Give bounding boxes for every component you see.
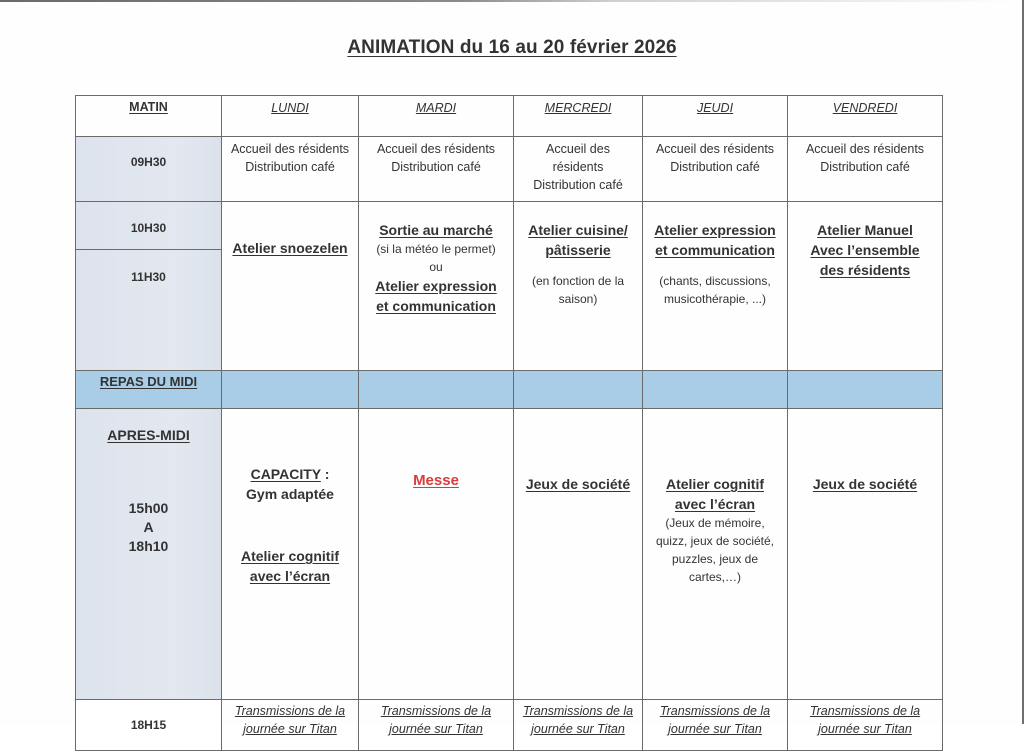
- lunch-cell-friday: [788, 371, 943, 409]
- cell-line: Transmissions de la: [659, 704, 771, 718]
- cell-afternoon-thursday: [643, 409, 788, 700]
- activity-capacity: [222, 464, 358, 484]
- cell-line: journée sur Titan: [668, 722, 762, 736]
- activity-alt-title: Atelier expression: [375, 278, 497, 294]
- activity-title: Atelier snoezelen: [232, 240, 348, 256]
- activity-title: Atelier Manuel: [817, 222, 913, 238]
- cell-welcome-tuesday: [359, 137, 514, 202]
- activity-title: Atelier cognitif: [240, 548, 339, 564]
- cell-morning-wednesday: [514, 202, 643, 371]
- cell-evening-monday: [222, 700, 359, 751]
- day-header-tuesday: MARDI: [359, 96, 514, 137]
- time-separator: A: [143, 519, 154, 535]
- activity-note: (Jeux de mémoire,: [665, 516, 765, 530]
- activity-note: puzzles, jeux de: [671, 552, 759, 566]
- lunch-cell-tuesday: [359, 371, 514, 409]
- period-label-afternoon: APRES-MIDI: [107, 427, 190, 443]
- cell-afternoon-friday: [788, 409, 943, 700]
- cell-line: Transmissions de la: [380, 704, 492, 718]
- activity-title: Atelier expression: [654, 222, 776, 238]
- activity-note: saison): [558, 292, 598, 306]
- cell-line: Accueil des résidents: [655, 142, 775, 156]
- cell-line: Transmissions de la: [809, 704, 921, 718]
- day-header-thursday: JEUDI: [643, 96, 788, 137]
- row-morning-activities: [76, 202, 943, 371]
- cell-line: journée sur Titan: [389, 722, 483, 736]
- activity-title: Atelier cuisine/: [528, 222, 628, 238]
- time-cell-0930: [76, 137, 222, 202]
- time-cell-morning: [76, 202, 222, 371]
- weekly-schedule-table: [75, 95, 943, 751]
- cell-afternoon-tuesday: [359, 409, 514, 700]
- activity-note: (chants, discussions,: [659, 274, 771, 288]
- row-lunch: [76, 371, 943, 409]
- time-label-1500: 15h00: [128, 500, 169, 516]
- cell-afternoon-wednesday: [514, 409, 643, 700]
- cell-line: journée sur Titan: [531, 722, 625, 736]
- time-label-1810: 18h10: [128, 538, 169, 554]
- lunch-label-cell: [76, 371, 222, 409]
- cell-line: Distribution café: [670, 160, 760, 174]
- time-cell-afternoon: [76, 409, 222, 700]
- row-1815-transmissions: [76, 700, 943, 751]
- time-divider: [76, 249, 221, 250]
- header-row: [76, 96, 943, 137]
- activity-title-highlight: Messe: [413, 472, 459, 489]
- cell-afternoon-monday: [222, 409, 359, 700]
- cell-welcome-thursday: [643, 137, 788, 202]
- capacity-label: CAPACITY: [250, 466, 321, 482]
- afternoon-time-range: [76, 499, 221, 556]
- cell-morning-monday: [222, 202, 359, 371]
- time-label-0930: 09H30: [130, 155, 167, 169]
- cell-line: Accueil des: [546, 142, 610, 156]
- cell-line: Transmissions de la: [234, 704, 346, 718]
- lunch-label: REPAS DU MIDI: [99, 374, 198, 389]
- activity-or: ou: [429, 260, 443, 274]
- activity-title: des résidents: [819, 262, 911, 278]
- cell-line: Distribution café: [245, 160, 335, 174]
- lunch-cell-thursday: [643, 371, 788, 409]
- activity-title: Jeux de société: [525, 476, 631, 492]
- activity-title: avec l’écran: [674, 496, 756, 512]
- lunch-cell-wednesday: [514, 371, 643, 409]
- cell-welcome-monday: [222, 137, 359, 202]
- period-header-matin: MATIN: [76, 96, 222, 137]
- time-label-1815: 18H15: [130, 718, 167, 732]
- cell-line: Accueil des résidents: [805, 142, 925, 156]
- cell-line: Accueil des résidents: [376, 142, 496, 156]
- activity-title: Jeux de société: [812, 476, 918, 492]
- cell-welcome-wednesday: [514, 137, 643, 202]
- cell-morning-friday: [788, 202, 943, 371]
- cell-evening-wednesday: [514, 700, 643, 751]
- cell-line: Distribution café: [533, 178, 623, 192]
- cell-line: journée sur Titan: [243, 722, 337, 736]
- activity-title: Avec l’ensemble: [810, 242, 920, 258]
- activity-alt-title: et communication: [376, 298, 496, 314]
- cell-evening-thursday: [643, 700, 788, 751]
- activity-title: et communication: [655, 242, 775, 258]
- cell-welcome-friday: [788, 137, 943, 202]
- lunch-cell-monday: [222, 371, 359, 409]
- cell-evening-tuesday: [359, 700, 514, 751]
- capacity-colon: :: [320, 466, 330, 482]
- cell-morning-tuesday: [359, 202, 514, 371]
- row-0930-welcome: [76, 137, 943, 202]
- activity-title: pâtisserie: [545, 242, 611, 258]
- page-title: ANIMATION du 16 au 20 février 2026: [347, 37, 677, 58]
- cell-line: Transmissions de la: [522, 704, 634, 718]
- activity-note: (en fonction de la: [531, 274, 625, 288]
- cell-evening-friday: [788, 700, 943, 751]
- activity-note: quizz, jeux de société,: [655, 534, 775, 548]
- activity-title: Atelier cognitif: [665, 476, 764, 492]
- scan-edge-top: [0, 0, 1024, 2]
- day-header-friday: VENDREDI: [788, 96, 943, 137]
- cell-line: Distribution café: [391, 160, 481, 174]
- activity-note: (si la météo le permet): [376, 242, 496, 256]
- activity-note: musicothérapie, ...): [663, 292, 767, 306]
- activity-title: avec l’écran: [249, 568, 331, 584]
- cell-line: journée sur Titan: [818, 722, 912, 736]
- cell-morning-thursday: [643, 202, 788, 371]
- time-label-1030: 10H30: [130, 221, 167, 235]
- activity-title: Sortie au marché: [379, 222, 493, 238]
- time-label-1130: 11H30: [131, 270, 166, 284]
- time-cell-1815: [76, 700, 222, 751]
- cell-line: résidents: [552, 160, 604, 174]
- row-afternoon-activities: [76, 409, 943, 700]
- day-header-monday: LUNDI: [222, 96, 359, 137]
- cell-line: Distribution café: [820, 160, 910, 174]
- activity-note: cartes,…): [688, 570, 741, 584]
- activity-detail: Gym adaptée: [246, 486, 334, 502]
- day-header-wednesday: MERCREDI: [514, 96, 643, 137]
- cell-line: Accueil des résidents: [230, 142, 350, 156]
